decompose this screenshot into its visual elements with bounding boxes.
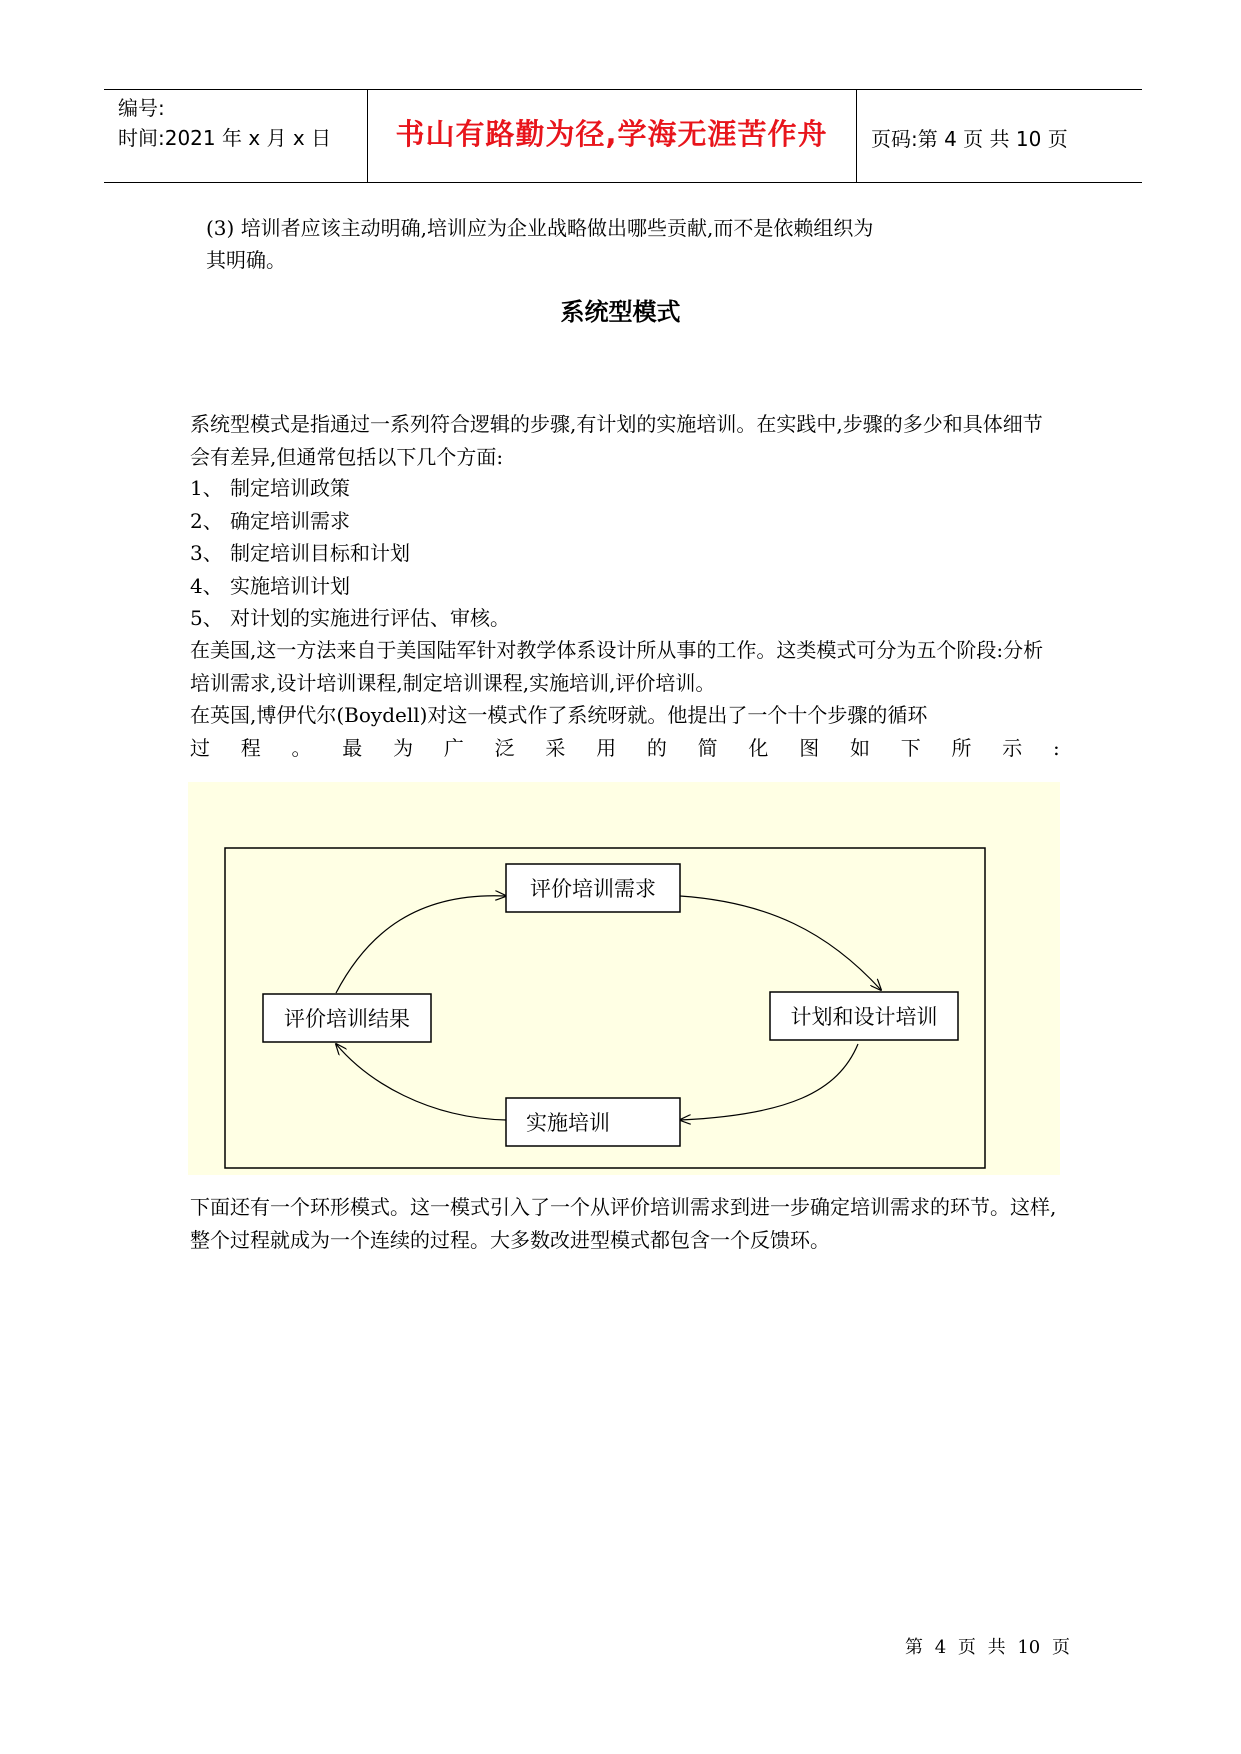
paragraph-uk-line1: 在英国,博伊代尔(Boydell)对这一模式作了系统呀就。他提出了一个十个步骤的循环	[190, 703, 928, 727]
item-3-paragraph	[206, 212, 1056, 276]
paragraph-usa: 在美国,这一方法来自于美国陆军针对教学体系设计所从事的工作。这类模式可分为五个阶段:分析培训需求,设计培训课程,制定培训课程,实施培训,评价培训。	[190, 638, 1044, 695]
arrow-plan-to-implement	[680, 1044, 858, 1120]
footer-page-number: 第 4 页 共 10 页	[905, 1637, 1070, 1658]
header-page-info: 页码:第 4 页 共 10 页	[871, 127, 1068, 151]
svg-text:计划和设计培训: 计划和设计培训	[790, 1005, 938, 1029]
section-title: 系统型模式	[560, 298, 681, 326]
node-evaluate-needs	[506, 864, 680, 912]
paragraph-intro: 系统型模式是指通过一系列符合逻辑的步骤,有计划的实施培训。在实践中,步骤的多少和具体细节会有差异,但通常包括以下几个方面:	[190, 412, 1043, 469]
document-time-label: 时间:2021 年 x 月 x 日	[118, 126, 332, 150]
steps-list	[190, 472, 510, 635]
svg-text:实施培训: 实施培训	[526, 1111, 610, 1135]
header-top-rule	[104, 89, 1142, 90]
training-cycle-diagram	[188, 782, 1060, 1175]
item-3-line1: (3) 培训者应该主动明确,培训应为企业战略做出哪些贡献,而不是依赖组织为	[206, 216, 874, 240]
arrow-result-to-needs	[336, 896, 506, 993]
diagram-canvas	[188, 782, 1060, 1175]
svg-text:评价培训结果: 评价培训结果	[284, 1007, 410, 1031]
header-motto: 书山有路勤为径,学海无涯苦作舟	[395, 117, 828, 151]
list-item: 1、 制定培训政策	[190, 476, 350, 500]
node-plan-design	[770, 992, 958, 1040]
node-evaluate-results	[263, 994, 431, 1042]
header-bottom-rule	[104, 182, 1142, 183]
list-item: 3、 制定培训目标和计划	[190, 541, 410, 566]
header-divider-right	[856, 89, 857, 182]
list-item: 2、 确定培训需求	[190, 508, 350, 533]
arrow-implement-to-result	[336, 1044, 506, 1120]
header-left-block	[118, 93, 331, 153]
list-item: 5、 对计划的实施进行评估、审核。	[190, 606, 510, 631]
item-3-line2: 其明确。	[206, 248, 286, 272]
svg-text:评价培训需求: 评价培训需求	[530, 877, 656, 901]
node-implement	[506, 1098, 680, 1146]
paragraph-uk-line2: 过 程 。 最 为 广 泛 采 用 的 简 化 图 如 下 所 示 :	[190, 735, 1060, 760]
arrow-needs-to-plan	[680, 896, 881, 990]
list-item: 4、 实施培训计划	[190, 573, 350, 598]
document-number-label: 编号:	[118, 96, 165, 120]
paragraph-uk	[190, 699, 1060, 764]
paragraph-cycle: 下面还有一个环形模式。这一模式引入了一个从评价培训需求到进一步确定培训需求的环节。这样,整个过程就成为一个连续的过程。大多数改进型模式都包含一个反馈环。	[190, 1195, 1057, 1252]
